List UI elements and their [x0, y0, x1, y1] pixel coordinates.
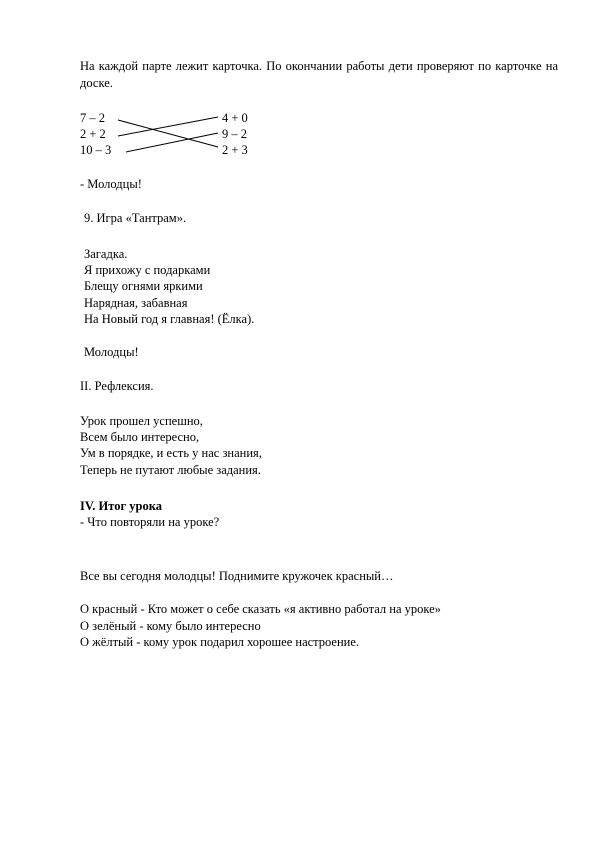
poem-line-2: Всем было интересно,: [80, 430, 200, 444]
intro-paragraph: На каждой парте лежит карточка. По окончании работы дети проверяют по карточке на доске.: [80, 59, 558, 90]
poem-line-4: Теперь не путают любые задания.: [80, 463, 261, 477]
poem-line-3: Ум в порядке, и есть у нас знания,: [80, 446, 262, 460]
game-title: 9. Игра «Тантрам».: [84, 211, 187, 225]
closing-text: Все вы сегодня молодцы! Поднимите кружочек красный…: [80, 569, 394, 583]
expression-right-2: 9 – 2: [222, 127, 247, 141]
riddle-title: Загадка.: [84, 247, 128, 261]
expression-left-3: 10 – 3: [80, 143, 112, 157]
summary-title: IV. Итог урока: [80, 499, 162, 513]
riddle-line-3: Нарядная, забавная: [84, 296, 188, 310]
poem-line-1: Урок прошел успешно,: [80, 414, 203, 428]
expression-left-2: 2 + 2: [80, 127, 106, 141]
circle-green-line: О зелёный - кому было интересно: [80, 619, 261, 633]
match-line-3: [126, 133, 218, 152]
riddle-line-4: На Новый год я главная! (Ёлка).: [84, 312, 255, 326]
praise-1: - Молодцы!: [80, 177, 142, 191]
praise-2: Молодцы!: [84, 345, 139, 359]
riddle-line-1: Я прихожу с подарками: [84, 263, 211, 277]
riddle-line-2: Блещу огнями яркими: [84, 279, 203, 293]
circle-red-line: О красный - Кто может о себе сказать «я активно работал на уроке»: [80, 602, 441, 616]
expression-left-1: 7 – 2: [80, 111, 105, 125]
circle-yellow-line: О жёлтый - кому урок подарил хорошее настроение.: [80, 635, 360, 649]
summary-question: - Что повторяли на уроке?: [80, 515, 220, 529]
expression-right-3: 2 + 3: [222, 143, 248, 157]
expression-right-1: 4 + 0: [222, 111, 248, 125]
reflection-title: II. Рефлексия.: [80, 379, 154, 393]
